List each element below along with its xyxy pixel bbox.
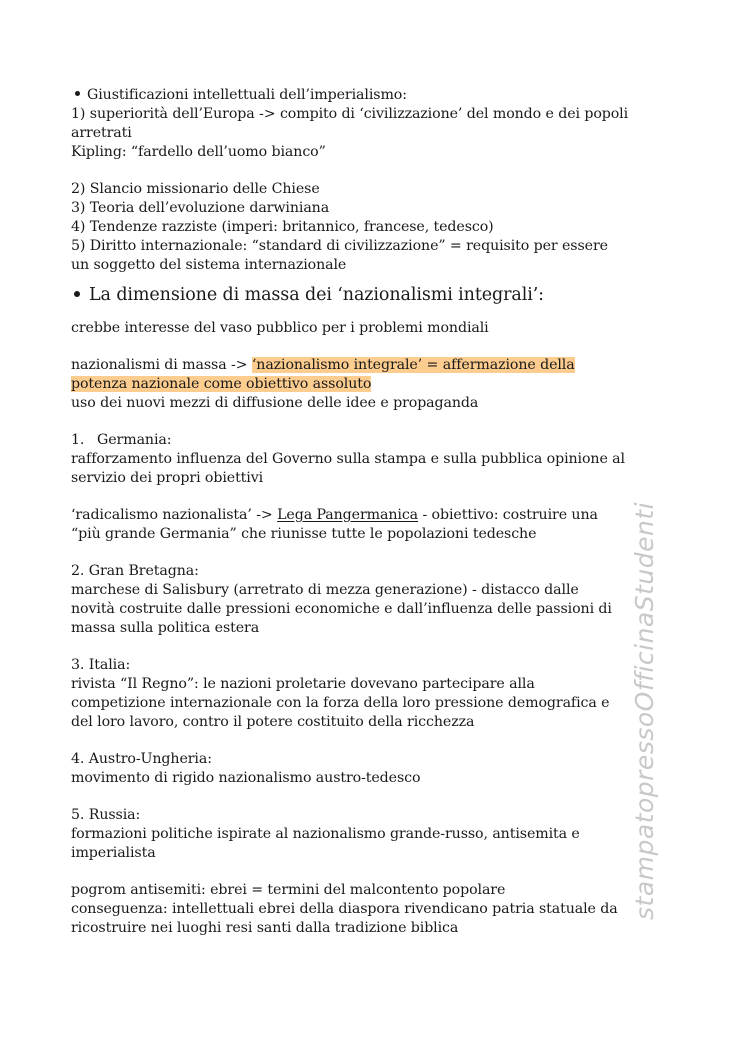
gb-line-2: novità costruite dalle pressioni economiche e dall’influenza delle passioni di [71, 601, 612, 617]
intro-item-5-cont: un soggetto del sistema internazionale [71, 257, 347, 273]
germania-line-2: servizio dei propri obiettivi [71, 470, 264, 486]
russia-title: 5. Russia: [71, 807, 141, 823]
intro-title: Giustificazioni intellettuali dell’imperialismo: [71, 86, 691, 105]
germania-radicalismo: ‘radicalismo nazionalista’ -> Lega Pangermanica - obiettivo: costruire una [71, 507, 598, 523]
intro-item-1: 1) superiorità dell’Europa -> compito di ‘civilizzazione’ del mondo e dei popoli [71, 106, 629, 122]
italia-title: 3. Italia: [71, 657, 131, 673]
austria-line-1: movimento di rigido nazionalismo austro-tedesco [71, 770, 421, 786]
italia-line-3: del loro lavoro, contro il potere costituito della ricchezza [71, 714, 475, 730]
germania-title: 1. Germania: [71, 432, 172, 448]
gb-title: 2. Gran Bretagna: [71, 563, 199, 579]
intro-item-2: 2) Slancio missionario delle Chiese [71, 181, 320, 197]
austria-title: 4. Austro-Ungheria: [71, 751, 212, 767]
mass-p1: crebbe interesse del vaso pubblico per i problemi mondiali [71, 320, 489, 336]
highlighted-text: ‘nazionalismo integrale’ = affermazione della [251, 357, 575, 373]
intro-item-5: 5) Diritto internazionale: “standard di civilizzazione” = requisito per essere [71, 238, 608, 254]
intro-item-3: 3) Teoria dell’evoluzione darwiniana [71, 200, 330, 216]
russia-pogrom: pogrom antisemiti: ebrei = termini del malcontento popolare [71, 882, 506, 898]
germania-line-1: rafforzamento influenza del Governo sulla stampa e sulla pubblica opinione al [71, 451, 625, 467]
gb-line-1: marchese di Salisbury (arretrato di mezza generazione) - distacco dalle [71, 582, 579, 598]
russia-consequence: conseguenza: intellettuali ebrei della diaspora rivendicano patria statuale da [71, 901, 618, 917]
mass-p2-cont [71, 375, 691, 394]
italia-line-2: competizione internazionale con la forza della loro pressione demografica e [71, 695, 610, 711]
mass-heading: La dimensione di massa dei ‘nazionalismi integrali’: [71, 283, 691, 307]
germania-radicalismo-cont: “più grande Germania” che riunisse tutte le popolazioni tedesche [71, 526, 537, 542]
russia-line-1: formazioni politiche ispirate al nazionalismo grande-russo, antisemita e [71, 826, 580, 842]
watermark: stampatopressoOfficinaStudenti [630, 501, 659, 920]
document-page [71, 86, 691, 938]
intro-item-1-cont: arretrati [71, 125, 132, 141]
mass-p3: uso dei nuovi mezzi di diffusione delle idee e propaganda [71, 395, 479, 411]
gb-line-3: massa sulla politica estera [71, 620, 260, 636]
bullet-icon [74, 291, 80, 297]
highlighted-text: potenza nazionale come obiettivo assoluto [71, 376, 372, 392]
russia-consequence-cont: ricostruire nei luoghi resi santi dalla tradizione biblica [71, 920, 459, 936]
italia-line-1: rivista “Il Regno”: le nazioni proletarie dovevano partecipare alla [71, 676, 535, 692]
russia-line-2: imperialista [71, 845, 156, 861]
intro-kipling: Kipling: “fardello dell’uomo bianco” [71, 144, 326, 160]
bullet-icon [75, 91, 80, 96]
underlined-text: Lega Pangermanica [277, 507, 419, 523]
mass-p2: nazionalismi di massa -> ‘nazionalismo integrale’ = affermazione della [71, 357, 575, 373]
intro-item-4: 4) Tendenze razziste (imperi: britannico, francese, tedesco) [71, 219, 494, 235]
